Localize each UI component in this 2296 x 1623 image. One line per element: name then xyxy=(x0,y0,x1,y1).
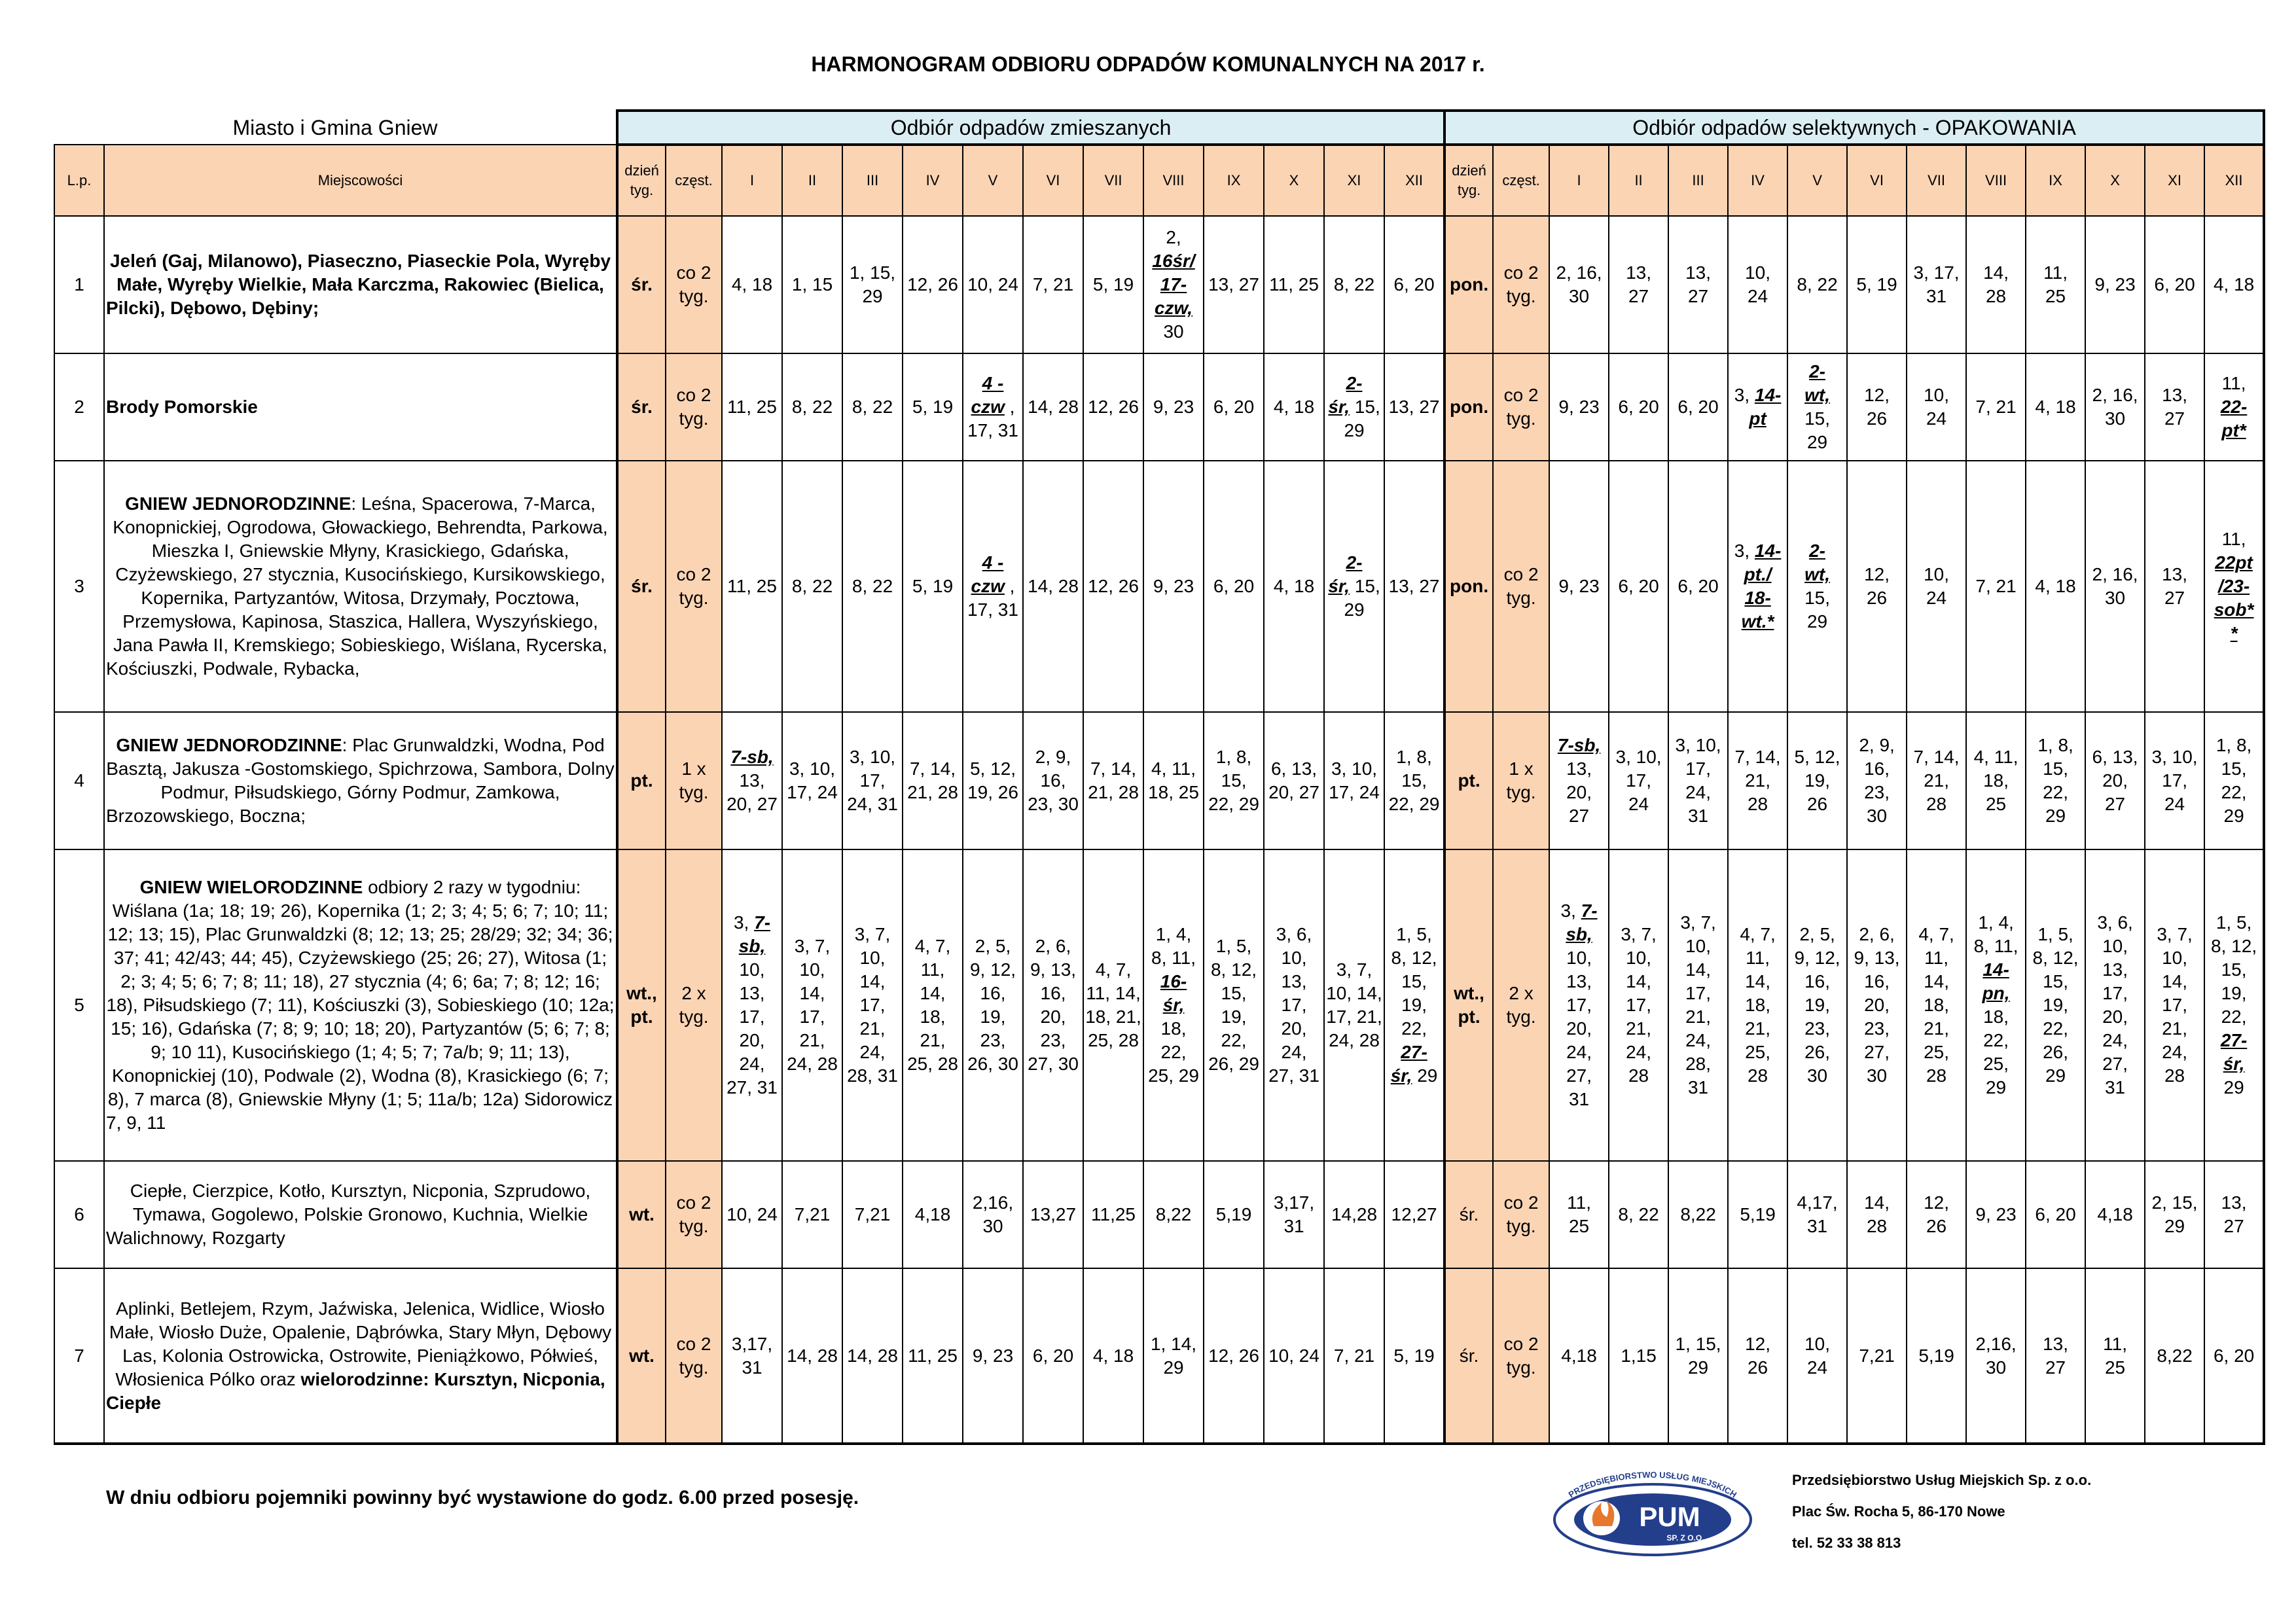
selective-month-VI: 14, 28 xyxy=(1847,1161,1907,1268)
table-row xyxy=(54,1268,2264,1444)
selective-month-IV: 3, 14- pt./ 18- wt.* xyxy=(1728,461,1787,712)
mixed-month-XI: 2- śr, 15, 29 xyxy=(1324,353,1384,461)
mixed-month-V: 10, 24 xyxy=(963,216,1023,353)
selective-month-X: 4,18 xyxy=(2085,1161,2145,1268)
selective-month-VII: 7, 14, 21, 28 xyxy=(1907,712,1966,849)
selective-month-XII: 6, 20 xyxy=(2204,1268,2264,1444)
header-lp: L.p. xyxy=(54,145,104,216)
selective-month-XI: 3, 7, 10, 14, 17, 21, 24, 28 xyxy=(2145,849,2204,1161)
table-row xyxy=(54,353,2264,461)
selective-month-IX: 4, 18 xyxy=(2026,353,2085,461)
mixed-month-XII: 1, 8, 15, 22, 29 xyxy=(1384,712,1444,849)
selective-month-II: 1,15 xyxy=(1609,1268,1668,1444)
selective-frequency: 2 x tyg. xyxy=(1493,849,1549,1161)
mixed-month-III: 1, 15, 29 xyxy=(842,216,903,353)
selective-month-II: 8, 22 xyxy=(1609,1161,1668,1268)
header-selective-month-XII: XII xyxy=(2204,145,2264,216)
selective-month-I: 4,18 xyxy=(1549,1268,1609,1444)
mixed-month-X: 6, 13, 20, 27 xyxy=(1264,712,1324,849)
selective-month-II: 13, 27 xyxy=(1609,216,1668,353)
header-selective-month-I: I xyxy=(1549,145,1609,216)
header-mixed-month-XI: XI xyxy=(1324,145,1384,216)
mixed-month-XI: 14,28 xyxy=(1324,1161,1384,1268)
column-header-row xyxy=(54,145,2264,216)
pum-logo xyxy=(1541,1466,1764,1558)
selective-day: śr. xyxy=(1444,1268,1493,1444)
mixed-month-IX: 5,19 xyxy=(1204,1161,1264,1268)
mixed-month-I: 3,17, 31 xyxy=(722,1268,782,1444)
selective-month-I: 11, 25 xyxy=(1549,1161,1609,1268)
footnote: W dniu odbioru pojemniki powinny być wystawione do godz. 6.00 przed posesję. xyxy=(106,1487,859,1508)
selective-frequency: co 2 tyg. xyxy=(1493,1268,1549,1444)
header-mixed-month-VIII: VIII xyxy=(1143,145,1204,216)
selective-month-VIII: 4, 11, 18, 25 xyxy=(1966,712,2026,849)
selective-month-I: 3, 7- sb, 10, 13, 17, 20, 24, 27, 31 xyxy=(1549,849,1609,1161)
mixed-month-VI: 6, 20 xyxy=(1023,1268,1083,1444)
mixed-month-XII: 6, 20 xyxy=(1384,216,1444,353)
mixed-month-IX: 6, 20 xyxy=(1204,461,1264,712)
header-mixed-freq: częst. xyxy=(666,145,722,216)
mixed-month-I: 10, 24 xyxy=(722,1161,782,1268)
mixed-month-VI: 7, 21 xyxy=(1023,216,1083,353)
header-selective-month-IV: IV xyxy=(1728,145,1787,216)
header-mixed-month-VII: VII xyxy=(1083,145,1143,216)
row-places: Ciepłe, Cierzpice, Kotło, Kursztyn, Nicponia, Szprudowo, Tymawa, Gogolewo, Polskie Gronowo, Kuchnia, Wielkie Walichnowy, Rozgarty xyxy=(104,1161,617,1268)
selective-frequency: co 2 tyg. xyxy=(1493,216,1549,353)
schedule-table xyxy=(54,109,2265,1445)
mixed-month-VIII: 2, 16śr/ 17- czw, 30 xyxy=(1143,216,1204,353)
mixed-month-III: 7,21 xyxy=(842,1161,903,1268)
selective-month-VI: 12, 26 xyxy=(1847,353,1907,461)
selective-month-XII: 4, 18 xyxy=(2204,216,2264,353)
row-number: 4 xyxy=(54,712,104,849)
mixed-month-IX: 12, 26 xyxy=(1204,1268,1264,1444)
selective-month-XI: 13, 27 xyxy=(2145,461,2204,712)
row-number: 1 xyxy=(54,216,104,353)
selective-month-IV: 4, 7, 11, 14, 18, 21, 25, 28 xyxy=(1728,849,1787,1161)
row-number: 2 xyxy=(54,353,104,461)
header-mixed-month-III: III xyxy=(842,145,903,216)
selective-month-V: 8, 22 xyxy=(1787,216,1847,353)
selective-month-III: 13, 27 xyxy=(1668,216,1728,353)
selective-month-III: 3, 10, 17, 24, 31 xyxy=(1668,712,1728,849)
selective-month-III: 6, 20 xyxy=(1668,353,1728,461)
table-row xyxy=(54,712,2264,849)
row-places: Brody Pomorskie xyxy=(104,353,617,461)
row-number: 3 xyxy=(54,461,104,712)
row-places: GNIEW JEDNORODZINNE: Plac Grunwaldzki, Wodna, Pod Basztą, Jakusza -Gostomskiego, Spichrzowa, Sambora, Dolny Podmur, Piłsudskiego, Górny Podmur, Zamkowa, Brzozowskiego, Boczna; xyxy=(104,712,617,849)
selective-day: pon. xyxy=(1444,461,1493,712)
mixed-month-III: 8, 22 xyxy=(842,461,903,712)
selective-month-VII: 10, 24 xyxy=(1907,353,1966,461)
selective-month-V: 10, 24 xyxy=(1787,1268,1847,1444)
mixed-frequency: 1 x tyg. xyxy=(666,712,722,849)
header-places: Miejscowości xyxy=(104,145,617,216)
mixed-month-II: 3, 7, 10, 14, 17, 21, 24, 28 xyxy=(782,849,842,1161)
mixed-frequency: co 2 tyg. xyxy=(666,353,722,461)
selective-month-II: 6, 20 xyxy=(1609,353,1668,461)
selective-day: pon. xyxy=(1444,353,1493,461)
selective-month-XI: 6, 20 xyxy=(2145,216,2204,353)
mixed-month-XII: 13, 27 xyxy=(1384,461,1444,712)
mixed-month-V: 4 - czw , 17, 31 xyxy=(963,353,1023,461)
header-mixed-month-IX: IX xyxy=(1204,145,1264,216)
selective-month-IV: 7, 14, 21, 28 xyxy=(1728,712,1787,849)
header-selective-month-V: V xyxy=(1787,145,1847,216)
selective-month-I: 7-sb, 13, 20, 27 xyxy=(1549,712,1609,849)
mixed-month-V: 5, 12, 19, 26 xyxy=(963,712,1023,849)
table-row xyxy=(54,216,2264,353)
row-number: 5 xyxy=(54,849,104,1161)
selective-month-IX: 1, 8, 15, 22, 29 xyxy=(2026,712,2085,849)
mixed-day: wt. xyxy=(617,1161,666,1268)
selective-day: wt., pt. xyxy=(1444,849,1493,1161)
area-label: Miasto i Gmina Gniew xyxy=(54,111,617,145)
mixed-month-VIII: 9, 23 xyxy=(1143,353,1204,461)
selective-month-V: 5, 12, 19, 26 xyxy=(1787,712,1847,849)
row-places: Jeleń (Gaj, Milanowo), Piaseczno, Piaseckie Pola, Wyręby Małe, Wyręby Wielkie, Mała Karczma, Rakowiec (Bielica, Pilcki), Dębowo, Dębiny; xyxy=(104,216,617,353)
selective-month-II: 3, 7, 10, 14, 17, 21, 24, 28 xyxy=(1609,849,1668,1161)
mixed-month-II: 8, 22 xyxy=(782,461,842,712)
selective-month-VIII: 7, 21 xyxy=(1966,353,2026,461)
mixed-day: śr. xyxy=(617,216,666,353)
header-selective-month-X: X xyxy=(2085,145,2145,216)
selective-month-X: 2, 16, 30 xyxy=(2085,461,2145,712)
mixed-month-V: 4 - czw , 17, 31 xyxy=(963,461,1023,712)
selective-month-XI: 8,22 xyxy=(2145,1268,2204,1444)
selective-month-III: 8,22 xyxy=(1668,1161,1728,1268)
logo-name: PUM xyxy=(1639,1501,1700,1532)
header-mixed-month-IV: IV xyxy=(903,145,963,216)
selective-month-III: 3, 7, 10, 14, 17, 21, 24, 28, 31 xyxy=(1668,849,1728,1161)
selective-month-VI: 2, 9, 16, 23, 30 xyxy=(1847,712,1907,849)
mixed-day: wt., pt. xyxy=(617,849,666,1161)
mixed-month-X: 11, 25 xyxy=(1264,216,1324,353)
selective-month-X: 2, 16, 30 xyxy=(2085,353,2145,461)
company-info xyxy=(1792,1465,2091,1559)
mixed-month-II: 1, 15 xyxy=(782,216,842,353)
header-selective-month-VI: VI xyxy=(1847,145,1907,216)
selective-month-XII: 1, 5, 8, 12, 15, 19, 22, 27- śr, 29 xyxy=(2204,849,2264,1161)
selective-month-IV: 5,19 xyxy=(1728,1161,1787,1268)
mixed-day: pt. xyxy=(617,712,666,849)
mixed-month-IV: 4,18 xyxy=(903,1161,963,1268)
selective-month-IX: 13, 27 xyxy=(2026,1268,2085,1444)
mixed-month-VII: 11,25 xyxy=(1083,1161,1143,1268)
selective-month-IV: 12, 26 xyxy=(1728,1268,1787,1444)
row-number: 6 xyxy=(54,1161,104,1268)
selective-frequency: 1 x tyg. xyxy=(1493,712,1549,849)
selective-month-XI: 2, 15, 29 xyxy=(2145,1161,2204,1268)
mixed-month-X: 3,17, 31 xyxy=(1264,1161,1324,1268)
mixed-month-IV: 4, 7, 11, 14, 18, 21, 25, 28 xyxy=(903,849,963,1161)
selective-month-X: 6, 13, 20, 27 xyxy=(2085,712,2145,849)
mixed-month-V: 2, 5, 9, 12, 16, 19, 23, 26, 30 xyxy=(963,849,1023,1161)
company-phone: tel. 52 33 38 813 xyxy=(1792,1535,1901,1551)
header-mixed-month-V: V xyxy=(963,145,1023,216)
selective-month-V: 4,17, 31 xyxy=(1787,1161,1847,1268)
selective-month-VI: 12, 26 xyxy=(1847,461,1907,712)
selective-month-XII: 13, 27 xyxy=(2204,1161,2264,1268)
selective-month-IX: 1, 5, 8, 12, 15, 19, 22, 26, 29 xyxy=(2026,849,2085,1161)
mixed-month-XII: 1, 5, 8, 12, 15, 19, 22, 27- śr, 29 xyxy=(1384,849,1444,1161)
mixed-month-VIII: 8,22 xyxy=(1143,1161,1204,1268)
mixed-month-III: 14, 28 xyxy=(842,1268,903,1444)
row-places: Aplinki, Betlejem, Rzym, Jaźwiska, Jelenica, Widlice, Wiosło Małe, Wiosło Duże, Opalenie, Dąbrówka, Stary Młyn, Dębowy Las, Kolonia Ostrowicka, Ostrowite, Pieniążkowo, Półwieś, Włosienica Pólko oraz wielorodzinne: Kursztyn, Nicponia, Ciepłe xyxy=(104,1268,617,1444)
company-name: Przedsiębiorstwo Usług Miejskich Sp. z o.o. xyxy=(1792,1472,2092,1488)
selective-month-III: 1, 15, 29 xyxy=(1668,1268,1728,1444)
mixed-month-VII: 12, 26 xyxy=(1083,461,1143,712)
row-number: 7 xyxy=(54,1268,104,1444)
mixed-month-VII: 4, 18 xyxy=(1083,1268,1143,1444)
mixed-month-IX: 1, 8, 15, 22, 29 xyxy=(1204,712,1264,849)
mixed-month-VIII: 4, 11, 18, 25 xyxy=(1143,712,1204,849)
selective-month-VIII: 7, 21 xyxy=(1966,461,2026,712)
selective-month-VII: 12, 26 xyxy=(1907,1161,1966,1268)
mixed-month-VII: 7, 14, 21, 28 xyxy=(1083,712,1143,849)
mixed-month-IV: 7, 14, 21, 28 xyxy=(903,712,963,849)
mixed-month-VII: 5, 19 xyxy=(1083,216,1143,353)
selective-day: pt. xyxy=(1444,712,1493,849)
header-selective-day: dzień tyg. xyxy=(1444,145,1493,216)
row-places: GNIEW WIELORODZINNE odbiory 2 razy w tygodniu: Wiślana (1a; 18; 19; 26), Kopernika (1; 2; 3; 4; 5; 6; 7; 10; 11; 12; 13; 15), Plac Grunwaldzki (8; 12; 13; 25; 28/29; 32; 34; 36; 37; 41; 42/43; 44; 45), Czyżewskiego (25; 26; 27), Witosa (1; 2; 3; 4; 5; 6; 7; 8; 11; 18), 27 stycznia (4; 6; 6a; 7; 8; 12; 16; 18), Piłsudskiego (7; 11), Kościuszki (3), Sobieskiego (10; 12a; 15; 16), Gdańska (7; 8; 9; 10; 18; 20), Partyzantów (5; 6; 7; 8; 9; 10 11), Kusocińskiego (1; 4; 5; 7; 7a/b; 9; 11; 13), Konopnickiej (10), Podwale (2), Wodna (8), Krasickiego (6; 7; 8), 7 marca (8), Gniewskie Młyny (1; 5; 11a/b; 12a) Sidorowicz 7, 9, 11 xyxy=(104,849,617,1161)
header-selective-month-VII: VII xyxy=(1907,145,1966,216)
selective-month-VI: 5, 19 xyxy=(1847,216,1907,353)
selective-month-XII: 11, 22pt /23- sob* * xyxy=(2204,461,2264,712)
selective-month-V: 2, 5, 9, 12, 16, 19, 23, 26, 30 xyxy=(1787,849,1847,1161)
header-mixed-month-II: II xyxy=(782,145,842,216)
header-selective-month-VIII: VIII xyxy=(1966,145,2026,216)
header-selective-freq: częst. xyxy=(1493,145,1549,216)
mixed-month-I: 11, 25 xyxy=(722,353,782,461)
mixed-month-XI: 3, 7, 10, 14, 17, 21, 24, 28 xyxy=(1324,849,1384,1161)
mixed-month-VI: 14, 28 xyxy=(1023,353,1083,461)
header-mixed-month-X: X xyxy=(1264,145,1324,216)
mixed-month-VI: 2, 6, 9, 13, 16, 20, 23, 27, 30 xyxy=(1023,849,1083,1161)
selective-month-XI: 13, 27 xyxy=(2145,353,2204,461)
mixed-day: śr. xyxy=(617,461,666,712)
mixed-month-II: 8, 22 xyxy=(782,353,842,461)
mixed-month-IX: 13, 27 xyxy=(1204,216,1264,353)
selective-month-II: 3, 10, 17, 24 xyxy=(1609,712,1668,849)
selective-month-IX: 4, 18 xyxy=(2026,461,2085,712)
mixed-day: śr. xyxy=(617,353,666,461)
selective-month-VII: 5,19 xyxy=(1907,1268,1966,1444)
selective-month-VII: 3, 17, 31 xyxy=(1907,216,1966,353)
selective-month-IX: 6, 20 xyxy=(2026,1161,2085,1268)
mixed-month-IV: 5, 19 xyxy=(903,461,963,712)
selective-month-XII: 1, 8, 15, 22, 29 xyxy=(2204,712,2264,849)
mixed-frequency: co 2 tyg. xyxy=(666,216,722,353)
table-row xyxy=(54,849,2264,1161)
mixed-month-I: 7-sb, 13, 20, 27 xyxy=(722,712,782,849)
selective-month-III: 6, 20 xyxy=(1668,461,1728,712)
selective-month-X: 3, 6, 10, 13, 17, 20, 24, 27, 31 xyxy=(2085,849,2145,1161)
table-row xyxy=(54,1161,2264,1268)
selective-month-I: 9, 23 xyxy=(1549,353,1609,461)
selective-month-VIII: 14, 28 xyxy=(1966,216,2026,353)
mixed-month-IX: 6, 20 xyxy=(1204,353,1264,461)
mixed-frequency: co 2 tyg. xyxy=(666,461,722,712)
header-selective-month-III: III xyxy=(1668,145,1728,216)
mixed-month-III: 3, 7, 10, 14, 17, 21, 24, 28, 31 xyxy=(842,849,903,1161)
selective-month-VIII: 9, 23 xyxy=(1966,1161,2026,1268)
mixed-month-VIII: 9, 23 xyxy=(1143,461,1204,712)
company-address: Plac Św. Rocha 5, 86-170 Nowe xyxy=(1792,1503,2005,1520)
mixed-month-IV: 12, 26 xyxy=(903,216,963,353)
mixed-month-VIII: 1, 14, 29 xyxy=(1143,1268,1204,1444)
mixed-frequency: co 2 tyg. xyxy=(666,1161,722,1268)
selective-month-X: 11, 25 xyxy=(2085,1268,2145,1444)
group-header-selective: Odbiór odpadów selektywnych - OPAKOWANIA xyxy=(1444,111,2264,145)
mixed-month-XI: 3, 10, 17, 24 xyxy=(1324,712,1384,849)
mixed-month-II: 14, 28 xyxy=(782,1268,842,1444)
header-mixed-month-VI: VI xyxy=(1023,145,1083,216)
selective-month-I: 9, 23 xyxy=(1549,461,1609,712)
mixed-month-XI: 8, 22 xyxy=(1324,216,1384,353)
selective-month-IX: 11, 25 xyxy=(2026,216,2085,353)
selective-month-VIII: 1, 4, 8, 11, 14- pn, 18, 22, 25, 29 xyxy=(1966,849,2026,1161)
selective-month-IV: 10, 24 xyxy=(1728,216,1787,353)
group-header-mixed: Odbiór odpadów zmieszanych xyxy=(617,111,1444,145)
mixed-month-III: 3, 10, 17, 24, 31 xyxy=(842,712,903,849)
mixed-month-V: 2,16, 30 xyxy=(963,1161,1023,1268)
header-mixed-month-XII: XII xyxy=(1384,145,1444,216)
selective-month-I: 2, 16, 30 xyxy=(1549,216,1609,353)
selective-month-VII: 4, 7, 11, 14, 18, 21, 25, 28 xyxy=(1907,849,1966,1161)
selective-day: pon. xyxy=(1444,216,1493,353)
mixed-month-II: 7,21 xyxy=(782,1161,842,1268)
selective-month-VI: 7,21 xyxy=(1847,1268,1907,1444)
header-selective-month-IX: IX xyxy=(2026,145,2085,216)
header-selective-month-II: II xyxy=(1609,145,1668,216)
mixed-month-VII: 12, 26 xyxy=(1083,353,1143,461)
mixed-frequency: 2 x tyg. xyxy=(666,849,722,1161)
mixed-month-VI: 14, 28 xyxy=(1023,461,1083,712)
selective-month-VI: 2, 6, 9, 13, 16, 20, 23, 27, 30 xyxy=(1847,849,1907,1161)
header-selective-month-XI: XI xyxy=(2145,145,2204,216)
mixed-month-VIII: 1, 4, 8, 11, 16- śr, 18, 22, 25, 29 xyxy=(1143,849,1204,1161)
mixed-month-VI: 2, 9, 16, 23, 30 xyxy=(1023,712,1083,849)
selective-day: śr. xyxy=(1444,1161,1493,1268)
selective-month-II: 6, 20 xyxy=(1609,461,1668,712)
header-mixed-month-I: I xyxy=(722,145,782,216)
selective-month-XI: 3, 10, 17, 24 xyxy=(2145,712,2204,849)
table-row xyxy=(54,461,2264,712)
mixed-month-XII: 5, 19 xyxy=(1384,1268,1444,1444)
mixed-month-X: 4, 18 xyxy=(1264,353,1324,461)
mixed-month-X: 3, 6, 10, 13, 17, 20, 24, 27, 31 xyxy=(1264,849,1324,1161)
mixed-month-III: 8, 22 xyxy=(842,353,903,461)
header-mixed-day: dzień tyg. xyxy=(617,145,666,216)
selective-month-VIII: 2,16, 30 xyxy=(1966,1268,2026,1444)
mixed-month-V: 9, 23 xyxy=(963,1268,1023,1444)
mixed-month-XII: 12,27 xyxy=(1384,1161,1444,1268)
logo-arc-text: PRZEDSIĘBIORSTWO USŁUG MIEJSKICH xyxy=(1566,1469,1739,1500)
mixed-month-X: 10, 24 xyxy=(1264,1268,1324,1444)
mixed-month-XII: 13, 27 xyxy=(1384,353,1444,461)
selective-month-V: 2- wt, 15, 29 xyxy=(1787,461,1847,712)
mixed-month-XI: 7, 21 xyxy=(1324,1268,1384,1444)
selective-month-V: 2- wt, 15, 29 xyxy=(1787,353,1847,461)
mixed-month-VI: 13,27 xyxy=(1023,1161,1083,1268)
mixed-month-II: 3, 10, 17, 24 xyxy=(782,712,842,849)
selective-month-XII: 11, 22- pt* xyxy=(2204,353,2264,461)
mixed-month-IV: 5, 19 xyxy=(903,353,963,461)
mixed-month-I: 11, 25 xyxy=(722,461,782,712)
mixed-frequency: co 2 tyg. xyxy=(666,1268,722,1444)
mixed-month-IX: 1, 5, 8, 12, 15, 19, 22, 26, 29 xyxy=(1204,849,1264,1161)
mixed-month-VII: 4, 7, 11, 14, 18, 21, 25, 28 xyxy=(1083,849,1143,1161)
mixed-day: wt. xyxy=(617,1268,666,1444)
selective-month-VII: 10, 24 xyxy=(1907,461,1966,712)
mixed-month-I: 3, 7- sb, 10, 13, 17, 20, 24, 27, 31 xyxy=(722,849,782,1161)
mixed-month-IV: 11, 25 xyxy=(903,1268,963,1444)
selective-frequency: co 2 tyg. xyxy=(1493,1161,1549,1268)
logo-sub: SP. Z O.O. xyxy=(1666,1533,1704,1543)
mixed-month-X: 4, 18 xyxy=(1264,461,1324,712)
selective-frequency: co 2 tyg. xyxy=(1493,461,1549,712)
page-title: HARMONOGRAM ODBIORU ODPADÓW KOMUNALNYCH NA 2017 r. xyxy=(811,52,1485,76)
selective-frequency: co 2 tyg. xyxy=(1493,353,1549,461)
mixed-month-I: 4, 18 xyxy=(722,216,782,353)
selective-month-IV: 3, 14- pt xyxy=(1728,353,1787,461)
mixed-month-XI: 2- śr, 15, 29 xyxy=(1324,461,1384,712)
row-places: GNIEW JEDNORODZINNE: Leśna, Spacerowa, 7-Marca, Konopnickiej, Ogrodowa, Głowackiego, Behrendta, Parkowa, Mieszka I, Gniewskie Młyny, Krasickiego, Gdańska, Czyżewskiego, 27 stycznia, Kusocińskiego, Kursikowskiego, Kopernika, Partyzantów, Witosa, Drzymały, Pocztowa, Przemysłowa, Kapinosa, Staszica, Hallera, Wyszyńskiego, Jana Pawła II, Kremskiego; Sobieskiego, Wiślana, Rycerska, Kościuszki, Podwale, Rybacka, xyxy=(104,461,617,712)
selective-month-X: 9, 23 xyxy=(2085,216,2145,353)
